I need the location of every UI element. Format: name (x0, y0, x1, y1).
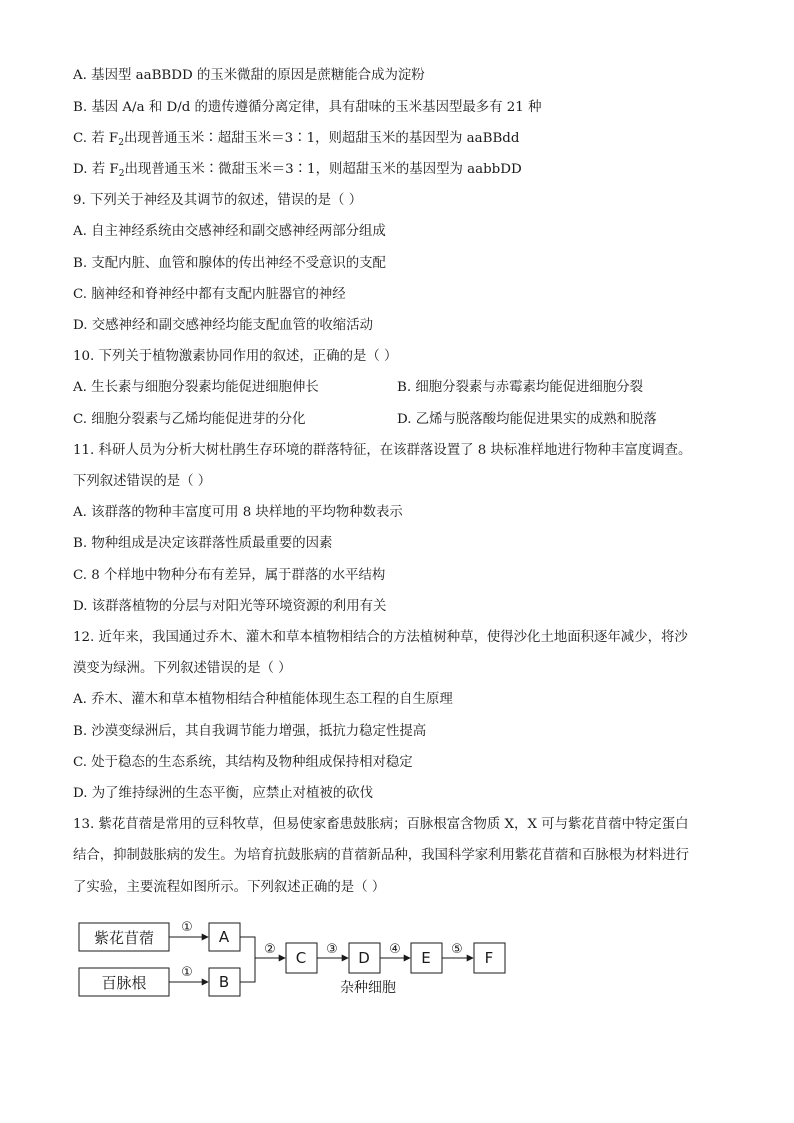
q13-stem-line3: 了实验，主要流程如图所示。下列叙述正确的是（ ） (73, 880, 386, 895)
merge-bracket (240, 937, 255, 982)
q13-stem-line1: 13. 紫花苜蓿是常用的豆科牧草，但易使家畜患鼓胀病；百脉根富含物质 X，X 可与紫花苜蓿中特定蛋白 (73, 817, 689, 832)
q12-option-b: B. 沙漠变绿洲后，其自我调节能力增强，抵抗力稳定性提高 (73, 724, 427, 739)
q13-stem-line2: 结合，抑制鼓胀病的发生。为培育抗鼓胀病的苜蓿新品种，我国科学家利用紫花苜蓿和百脉根为材料进行 (73, 848, 689, 863)
box-f-label: F (484, 949, 494, 967)
step-label-5: ⑤ (451, 942, 463, 957)
q9-option-b: B. 支配内脏、血管和腺体的传出神经不受意识的支配 (73, 256, 386, 271)
q10-option-a: A. 生长素与细胞分裂素均能促进细胞伸长 (73, 380, 319, 395)
step-label-4: ④ (389, 942, 401, 957)
q11-option-c: C. 8 个样地中物种分布有差异，属于群落的水平结构 (73, 568, 386, 583)
q10-option-d: D. 乙烯与脱落酸均能促进果实的成熟和脱落 (397, 412, 657, 427)
step-label-2: ② (264, 942, 276, 957)
q9-option-c: C. 脑神经和脊神经中都有支配内脏器官的神经 (73, 287, 346, 302)
q11-option-b: B. 物种组成是决定该群落性质最重要的因素 (73, 536, 333, 551)
step-label-1-bottom: ① (181, 965, 193, 980)
box-d-label: D (358, 949, 370, 967)
box-e-label: E (421, 949, 431, 967)
q12-option-d: D. 为了维持绿洲的生态平衡，应禁止对植被的砍伐 (73, 786, 373, 801)
q10-option-c: C. 细胞分裂素与乙烯均能促进芽的分化 (73, 412, 306, 427)
q9-option-d: D. 交感神经和副交感神经均能支配血管的收缩活动 (73, 318, 373, 333)
q11-stem-line2: 下列叙述错误的是（ ） (73, 474, 212, 489)
source-label-lotus: 百脉根 (101, 974, 147, 992)
q12-option-a: A. 乔木、灌木和草本植物相结合种植能体现生态工程的自生原理 (73, 692, 453, 707)
q10-option-b: B. 细胞分裂素与赤霉素均能促进细胞分裂 (397, 380, 643, 395)
step-label-3: ③ (326, 942, 338, 957)
q9-stem: 9. 下列关于神经及其调节的叙述，错误的是（ ） (73, 193, 363, 208)
q8-option-c: C. 若 $F_2$出现普通玉米∶超甜玉米＝3∶1，则超甜玉米的基因型为 aaBBdd (73, 131, 520, 148)
box-c-label: C (295, 949, 307, 967)
box-b-label: B (218, 973, 230, 991)
q10-stem: 10. 下列关于植物激素协同作用的叙述，正确的是（ ） (73, 349, 398, 364)
q12-stem-line1: 12. 近年来，我国通过乔木、灌木和草本植物相结合的方法植树种草，使得沙化土地面积逐年减少，将沙 (73, 630, 688, 645)
q13-flow-diagram (0, 900, 794, 1020)
step-label-1-top: ① (181, 920, 193, 935)
q8-option-d: D. 若 $F_2$出现普通玉米∶微甜玉米＝3∶1，则超甜玉米的基因型为 aabbDD (73, 162, 522, 179)
q11-option-a: A. 该群落的物种丰富度可用 8 块样地的平均物种数表示 (73, 505, 403, 520)
q11-stem-line1: 11. 科研人员为分析大树杜鹃生存环境的群落特征，在该群落设置了 8 块标准样地进行物种丰富度调查。 (73, 443, 692, 458)
q11-option-d: D. 该群落植物的分层与对阳光等环境资源的利用有关 (73, 599, 387, 614)
q8-option-a: A. 基因型 aaBBDD 的玉米微甜的原因是蔗糖能合成为淀粉 (73, 68, 425, 83)
q12-option-c: C. 处于稳态的生态系统，其结构及物种组成保持相对稳定 (73, 755, 413, 770)
hybrid-cell-caption: 杂种细胞 (340, 980, 396, 996)
source-label-alfalfa: 紫花苜蓿 (93, 929, 155, 947)
q12-stem-line2: 漠变为绿洲。下列叙述错误的是（ ） (73, 661, 292, 676)
q9-option-a: A. 自主神经系统由交感神经和副交感神经两部分组成 (73, 224, 386, 239)
q8-option-b: B. 基因 A/a 和 D/d 的遗传遵循分离定律，具有甜味的玉米基因型最多有 21 种 (73, 100, 542, 115)
box-a-label: A (218, 928, 230, 946)
